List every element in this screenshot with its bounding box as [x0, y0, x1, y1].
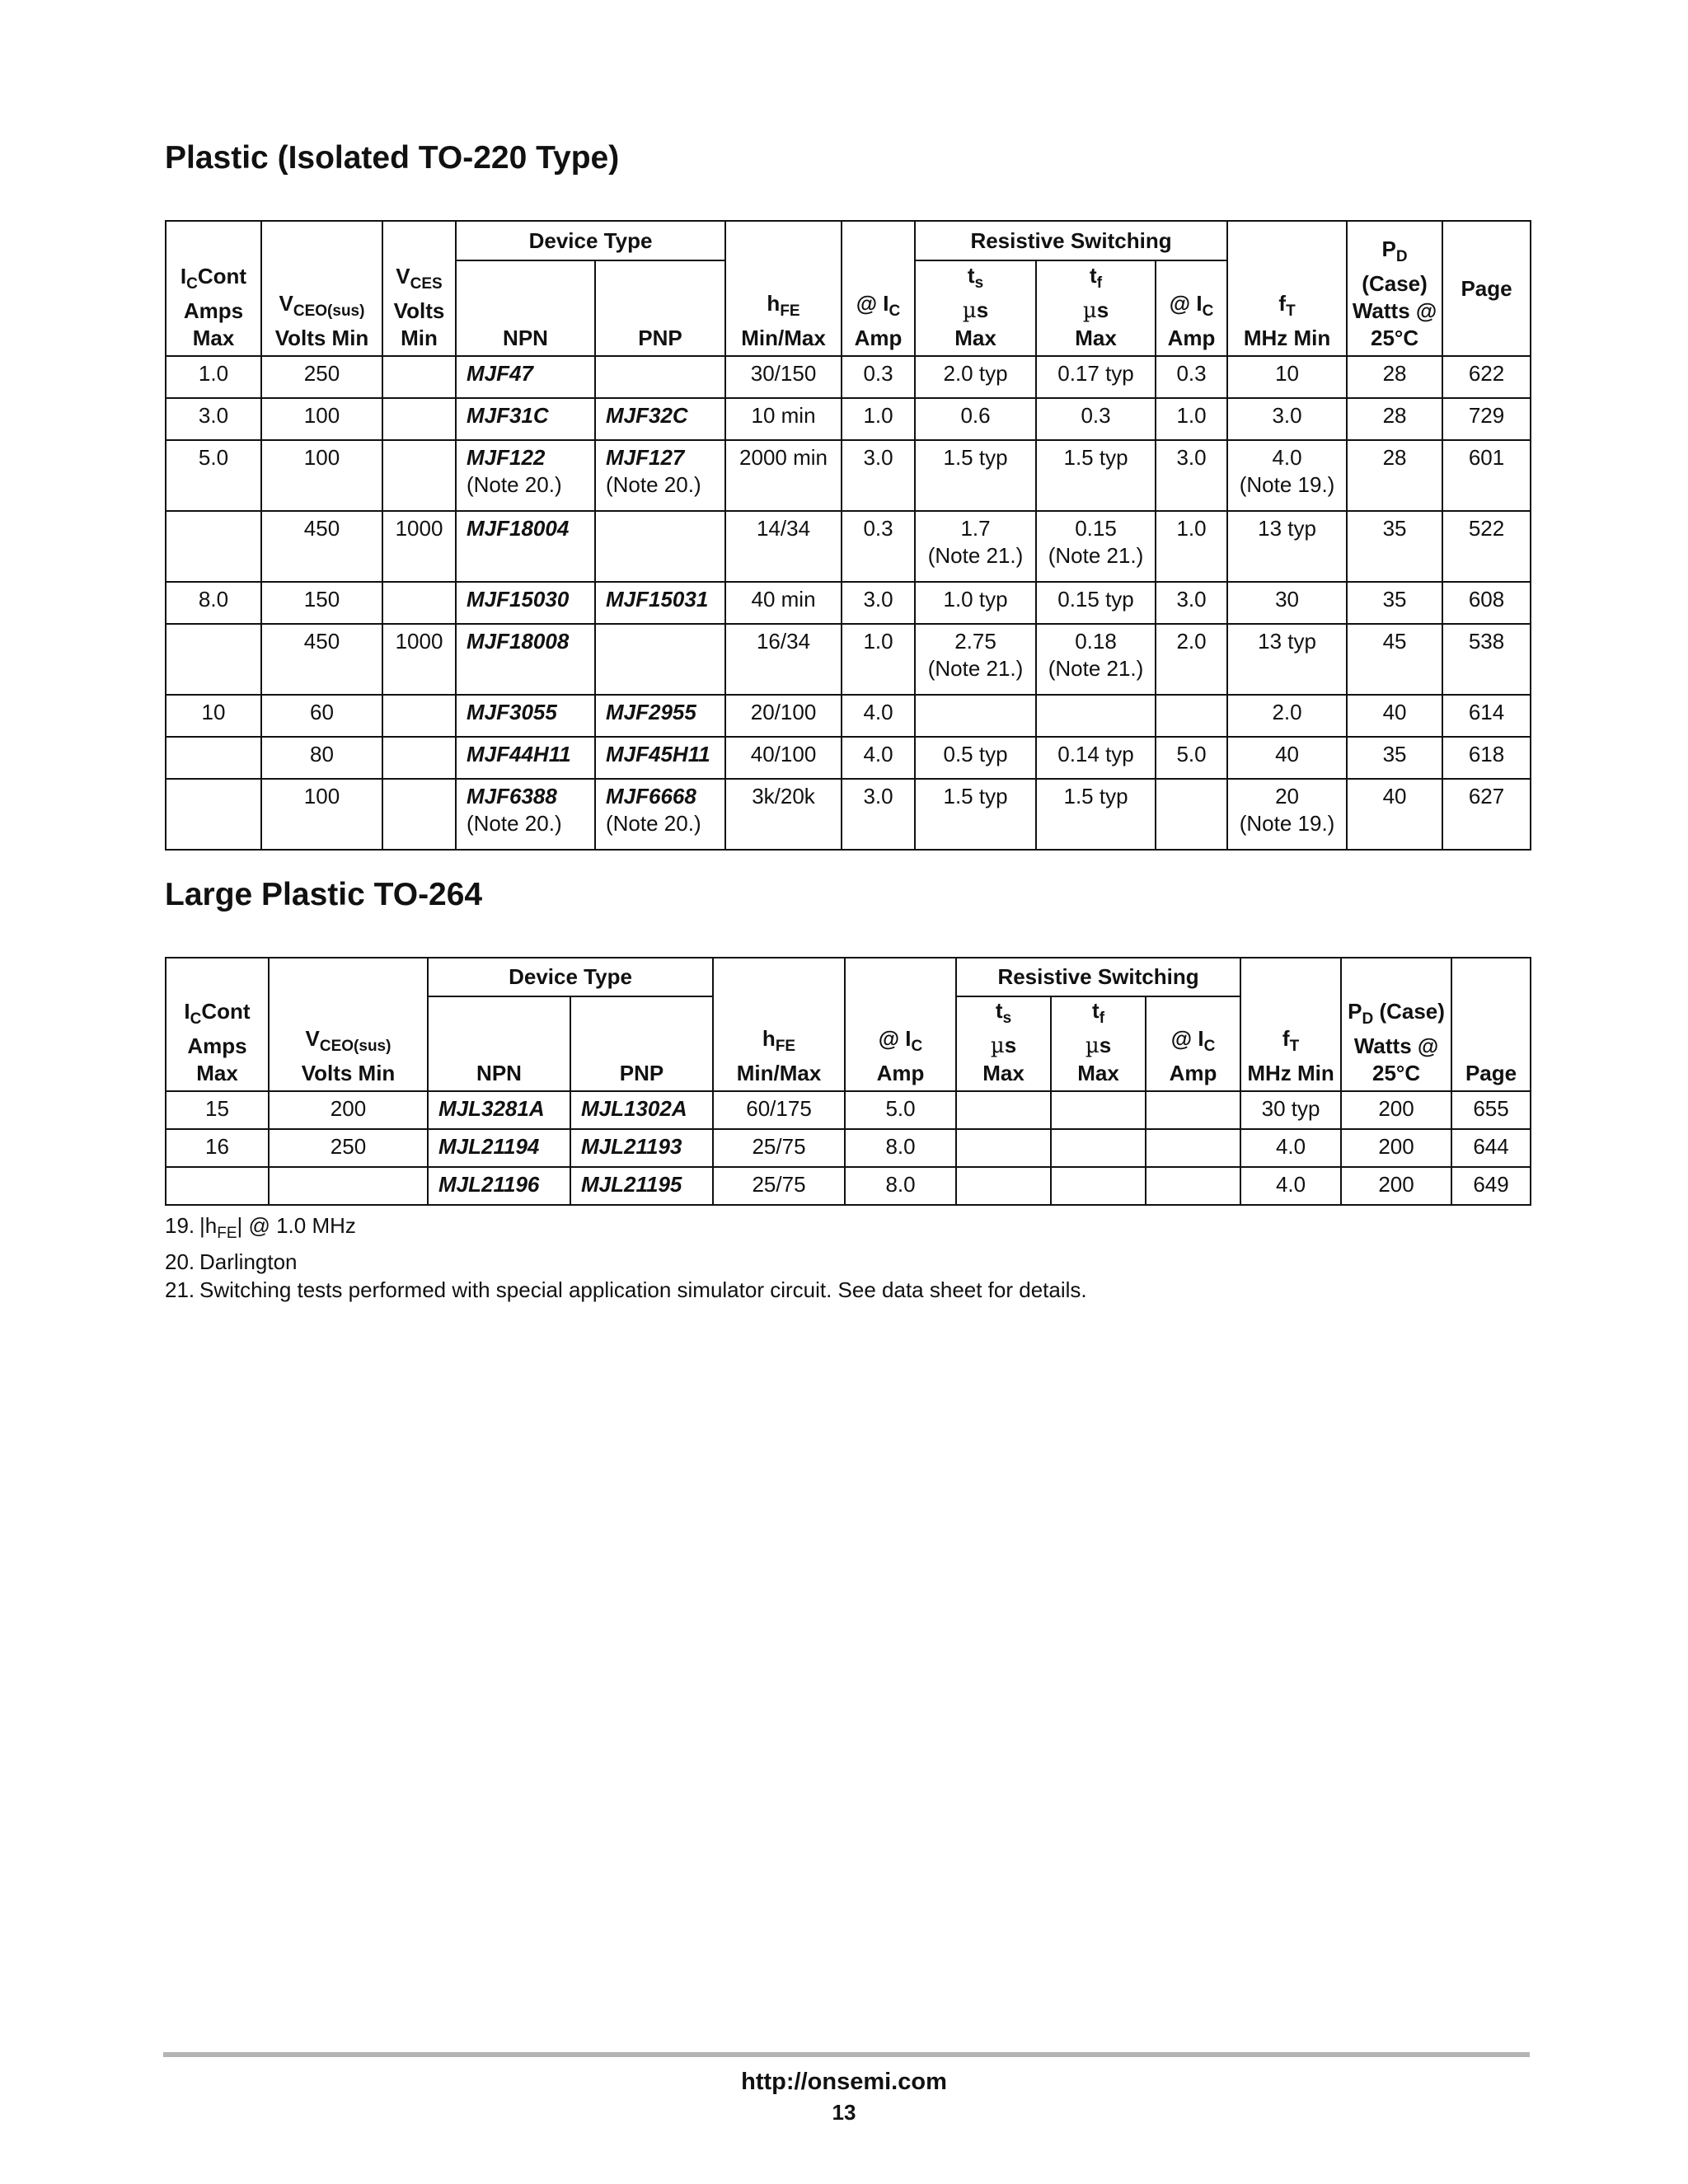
cell-page: 614: [1442, 695, 1531, 737]
cell-page: 601: [1442, 440, 1531, 511]
large-to264-table: [165, 957, 1531, 1206]
cell-at_ic: 8.0: [845, 1129, 956, 1167]
cell-vceo: 200: [269, 1091, 428, 1129]
col-group-resistive-switching: Resistive Switching: [915, 221, 1227, 260]
cell-vceo: 80: [261, 737, 382, 779]
col-ic-cont: $I_CCont$ Amps Max: [166, 221, 261, 356]
cell-sw_ic: 1.0: [1156, 511, 1227, 582]
cell-pd: 40: [1347, 695, 1442, 737]
cell-ft: 3.0: [1227, 398, 1347, 440]
cell-ts: [956, 1129, 1051, 1167]
cell-hfe: 60/175: [713, 1091, 845, 1129]
footnote-text: Switching tests performed with special application simulator circuit. See data sheet for details.: [199, 1277, 1087, 1303]
cell-page: 522: [1442, 511, 1531, 582]
cell-tf: 0.15 (Note 21.): [1036, 511, 1156, 582]
cell-ft: 30 typ: [1240, 1091, 1341, 1129]
cell-ft: 4.0: [1240, 1129, 1341, 1167]
footer-divider: [163, 2052, 1530, 2057]
cell-ic: [166, 1167, 269, 1205]
cell-vceo: 450: [261, 624, 382, 695]
cell-hfe: 20/100: [725, 695, 842, 737]
col-ts: $t_s$ µs Max: [956, 996, 1051, 1091]
cell-ic: [166, 779, 261, 850]
cell-pnp: MJL21195: [570, 1167, 713, 1205]
footnote-number: 19.: [165, 1213, 195, 1238]
cell-pnp: MJF45H11: [595, 737, 725, 779]
table-row: [166, 1129, 1531, 1167]
cell-ft: 30: [1227, 582, 1347, 624]
col-at-ic: @ $I_C$ Amp: [842, 221, 915, 356]
cell-pd: 200: [1341, 1129, 1451, 1167]
table-row: [166, 624, 1531, 695]
footer-url[interactable]: http://onsemi.com: [741, 2069, 947, 2095]
cell-at_ic: 3.0: [842, 440, 915, 511]
cell-ft: 10: [1227, 356, 1347, 398]
col-npn: NPN: [456, 260, 595, 356]
cell-pd: 28: [1347, 398, 1442, 440]
col-switch-ic: @ $I_C$ Amp: [1156, 260, 1227, 356]
cell-page: 644: [1451, 1129, 1531, 1167]
cell-tf: 0.18 (Note 21.): [1036, 624, 1156, 695]
cell-npn: MJF18008: [456, 624, 595, 695]
cell-page: 655: [1451, 1091, 1531, 1129]
cell-hfe: 14/34: [725, 511, 842, 582]
col-ft: $f_T$ MHz Min: [1227, 221, 1347, 356]
cell-ts: 2.0 typ: [915, 356, 1036, 398]
cell-pnp: MJF6668 (Note 20.): [595, 779, 725, 850]
cell-at_ic: 3.0: [842, 582, 915, 624]
cell-vces: [382, 398, 456, 440]
cell-ts: [915, 695, 1036, 737]
cell-tf: 0.14 typ: [1036, 737, 1156, 779]
cell-ic: [166, 624, 261, 695]
cell-at_ic: 4.0: [842, 737, 915, 779]
cell-page: 538: [1442, 624, 1531, 695]
cell-sw_ic: [1156, 779, 1227, 850]
col-group-device-type: Device Type: [456, 221, 725, 260]
footnote-number: 20.: [165, 1249, 195, 1275]
col-group-resistive-switching: Resistive Switching: [956, 958, 1240, 996]
cell-pd: 200: [1341, 1091, 1451, 1129]
cell-hfe: 40/100: [725, 737, 842, 779]
page-number: 13: [832, 2100, 856, 2125]
cell-sw_ic: 0.3: [1156, 356, 1227, 398]
table-row: [166, 582, 1531, 624]
cell-npn: MJF44H11: [456, 737, 595, 779]
cell-vceo: 100: [261, 779, 382, 850]
cell-page: 608: [1442, 582, 1531, 624]
cell-sw_ic: [1146, 1167, 1240, 1205]
cell-page: 627: [1442, 779, 1531, 850]
cell-at_ic: 8.0: [845, 1167, 956, 1205]
cell-sw_ic: 5.0: [1156, 737, 1227, 779]
cell-ts: [956, 1091, 1051, 1129]
cell-ic: [166, 737, 261, 779]
cell-tf: 1.5 typ: [1036, 440, 1156, 511]
cell-hfe: 3k/20k: [725, 779, 842, 850]
cell-ts: 1.5 typ: [915, 440, 1036, 511]
cell-ft: 13 typ: [1227, 511, 1347, 582]
cell-vceo: 60: [261, 695, 382, 737]
footnote: [165, 1248, 1087, 1276]
cell-vces: [382, 737, 456, 779]
cell-npn: MJF15030: [456, 582, 595, 624]
cell-ft: 4.0: [1240, 1167, 1341, 1205]
cell-hfe: 25/75: [713, 1167, 845, 1205]
cell-tf: [1036, 695, 1156, 737]
table-row: [166, 1091, 1531, 1129]
col-vceo: $V_{CEO(sus)}$ Volts Min: [269, 958, 428, 1091]
cell-vces: [382, 582, 456, 624]
cell-ic: 10: [166, 695, 261, 737]
cell-npn: MJF3055: [456, 695, 595, 737]
table-row: [166, 398, 1531, 440]
isolated-to220-table: [165, 220, 1531, 851]
section-title-isolated-to220: Plastic (Isolated TO-220 Type): [165, 140, 620, 176]
cell-vceo: [269, 1167, 428, 1205]
cell-sw_ic: [1146, 1129, 1240, 1167]
cell-npn: MJL21196: [428, 1167, 570, 1205]
table-row: [166, 737, 1531, 779]
col-group-device-type: Device Type: [428, 958, 713, 996]
cell-pnp: MJF15031: [595, 582, 725, 624]
footnote-text: $|h_{FE}|$ @ 1.0 MHz: [199, 1213, 356, 1243]
cell-npn: MJF31C: [456, 398, 595, 440]
col-hfe: $h_{FE}$ Min/Max: [713, 958, 845, 1091]
section-title-large-to264: Large Plastic TO-264: [165, 877, 483, 912]
table-row: [166, 440, 1531, 511]
col-npn: NPN: [428, 996, 570, 1091]
cell-sw_ic: [1146, 1091, 1240, 1129]
col-switch-ic: @ $I_C$ Amp: [1146, 996, 1240, 1091]
col-page: Page: [1451, 958, 1531, 1091]
cell-vces: [382, 356, 456, 398]
col-tf: $t_f$ µs Max: [1051, 996, 1146, 1091]
footnote: [165, 1212, 1087, 1248]
table-row: [166, 356, 1531, 398]
footnote: [165, 1276, 1087, 1304]
cell-ic: 8.0: [166, 582, 261, 624]
cell-pd: 200: [1341, 1167, 1451, 1205]
cell-tf: [1051, 1091, 1146, 1129]
cell-ts: 1.5 typ: [915, 779, 1036, 850]
cell-page: 729: [1442, 398, 1531, 440]
cell-pd: 45: [1347, 624, 1442, 695]
footnotes: [165, 1212, 1087, 1304]
cell-npn: MJF18004: [456, 511, 595, 582]
cell-tf: 0.3: [1036, 398, 1156, 440]
cell-npn: MJL21194: [428, 1129, 570, 1167]
cell-sw_ic: 3.0: [1156, 582, 1227, 624]
col-pnp: PNP: [570, 996, 713, 1091]
footnote-number: 21.: [165, 1277, 195, 1303]
col-ft: $f_T$ MHz Min: [1240, 958, 1341, 1091]
col-pd: $P_D$ (Case) Watts @ 25°C: [1341, 958, 1451, 1091]
cell-pd: 35: [1347, 582, 1442, 624]
cell-vceo: 250: [269, 1129, 428, 1167]
cell-vceo: 450: [261, 511, 382, 582]
cell-npn: MJF6388 (Note 20.): [456, 779, 595, 850]
cell-pnp: [595, 624, 725, 695]
cell-ic: 16: [166, 1129, 269, 1167]
cell-vces: [382, 779, 456, 850]
col-pnp: PNP: [595, 260, 725, 356]
cell-npn: MJF122 (Note 20.): [456, 440, 595, 511]
cell-page: 622: [1442, 356, 1531, 398]
cell-ts: 2.75 (Note 21.): [915, 624, 1036, 695]
cell-tf: [1051, 1129, 1146, 1167]
cell-vces: 1000: [382, 511, 456, 582]
cell-sw_ic: 3.0: [1156, 440, 1227, 511]
cell-ts: 1.7 (Note 21.): [915, 511, 1036, 582]
table-row: [166, 779, 1531, 850]
cell-pnp: MJL1302A: [570, 1091, 713, 1129]
cell-hfe: 16/34: [725, 624, 842, 695]
cell-sw_ic: 2.0: [1156, 624, 1227, 695]
col-hfe: $h_{FE}$ Min/Max: [725, 221, 842, 356]
cell-hfe: 2000 min: [725, 440, 842, 511]
cell-ts: [956, 1167, 1051, 1205]
cell-at_ic: 4.0: [842, 695, 915, 737]
cell-ft: 4.0 (Note 19.): [1227, 440, 1347, 511]
cell-pd: 28: [1347, 356, 1442, 398]
cell-pd: 40: [1347, 779, 1442, 850]
col-tf: $t_f$ µs Max: [1036, 260, 1156, 356]
cell-vceo: 250: [261, 356, 382, 398]
cell-page: 618: [1442, 737, 1531, 779]
footnote-text: Darlington: [199, 1249, 298, 1275]
cell-pnp: MJF2955: [595, 695, 725, 737]
cell-ic: 15: [166, 1091, 269, 1129]
col-vceo: $V_{CEO(sus)}$ Volts Min: [261, 221, 382, 356]
cell-sw_ic: 1.0: [1156, 398, 1227, 440]
cell-ft: 2.0: [1227, 695, 1347, 737]
table-row: [166, 1167, 1531, 1205]
col-ts: $t_s$ µs Max: [915, 260, 1036, 356]
cell-ic: 3.0: [166, 398, 261, 440]
cell-hfe: 30/150: [725, 356, 842, 398]
cell-npn: MJL3281A: [428, 1091, 570, 1129]
cell-tf: 0.17 typ: [1036, 356, 1156, 398]
cell-pd: 28: [1347, 440, 1442, 511]
table-row: [166, 695, 1531, 737]
col-page: Page: [1442, 221, 1531, 356]
cell-ts: 0.5 typ: [915, 737, 1036, 779]
cell-ic: 1.0: [166, 356, 261, 398]
col-ic-cont: $I_CCont$ Amps Max: [166, 958, 269, 1091]
cell-npn: MJF47: [456, 356, 595, 398]
cell-ft: 40: [1227, 737, 1347, 779]
cell-ft: 20 (Note 19.): [1227, 779, 1347, 850]
cell-pnp: [595, 356, 725, 398]
cell-at_ic: 0.3: [842, 356, 915, 398]
cell-pnp: [595, 511, 725, 582]
cell-tf: [1051, 1167, 1146, 1205]
col-at-ic: @ $I_C$ Amp: [845, 958, 956, 1091]
cell-pnp: MJF32C: [595, 398, 725, 440]
cell-tf: 0.15 typ: [1036, 582, 1156, 624]
cell-hfe: 40 min: [725, 582, 842, 624]
cell-pd: 35: [1347, 737, 1442, 779]
cell-sw_ic: [1156, 695, 1227, 737]
col-pd: $P_D$ (Case) Watts @ 25°C: [1347, 221, 1442, 356]
cell-ft: 13 typ: [1227, 624, 1347, 695]
cell-at_ic: 0.3: [842, 511, 915, 582]
cell-ic: 5.0: [166, 440, 261, 511]
cell-vceo: 150: [261, 582, 382, 624]
cell-at_ic: 1.0: [842, 398, 915, 440]
cell-tf: 1.5 typ: [1036, 779, 1156, 850]
cell-hfe: 25/75: [713, 1129, 845, 1167]
cell-page: 649: [1451, 1167, 1531, 1205]
cell-vces: 1000: [382, 624, 456, 695]
cell-ts: 0.6: [915, 398, 1036, 440]
cell-at_ic: 5.0: [845, 1091, 956, 1129]
cell-hfe: 10 min: [725, 398, 842, 440]
table-row: [166, 511, 1531, 582]
col-vces: $V_{CES}$ Volts Min: [382, 221, 456, 356]
cell-pd: 35: [1347, 511, 1442, 582]
cell-vceo: 100: [261, 398, 382, 440]
cell-ts: 1.0 typ: [915, 582, 1036, 624]
cell-at_ic: 1.0: [842, 624, 915, 695]
cell-ic: [166, 511, 261, 582]
cell-vceo: 100: [261, 440, 382, 511]
cell-pnp: MJF127 (Note 20.): [595, 440, 725, 511]
cell-vces: [382, 695, 456, 737]
cell-pnp: MJL21193: [570, 1129, 713, 1167]
cell-vces: [382, 440, 456, 511]
cell-at_ic: 3.0: [842, 779, 915, 850]
